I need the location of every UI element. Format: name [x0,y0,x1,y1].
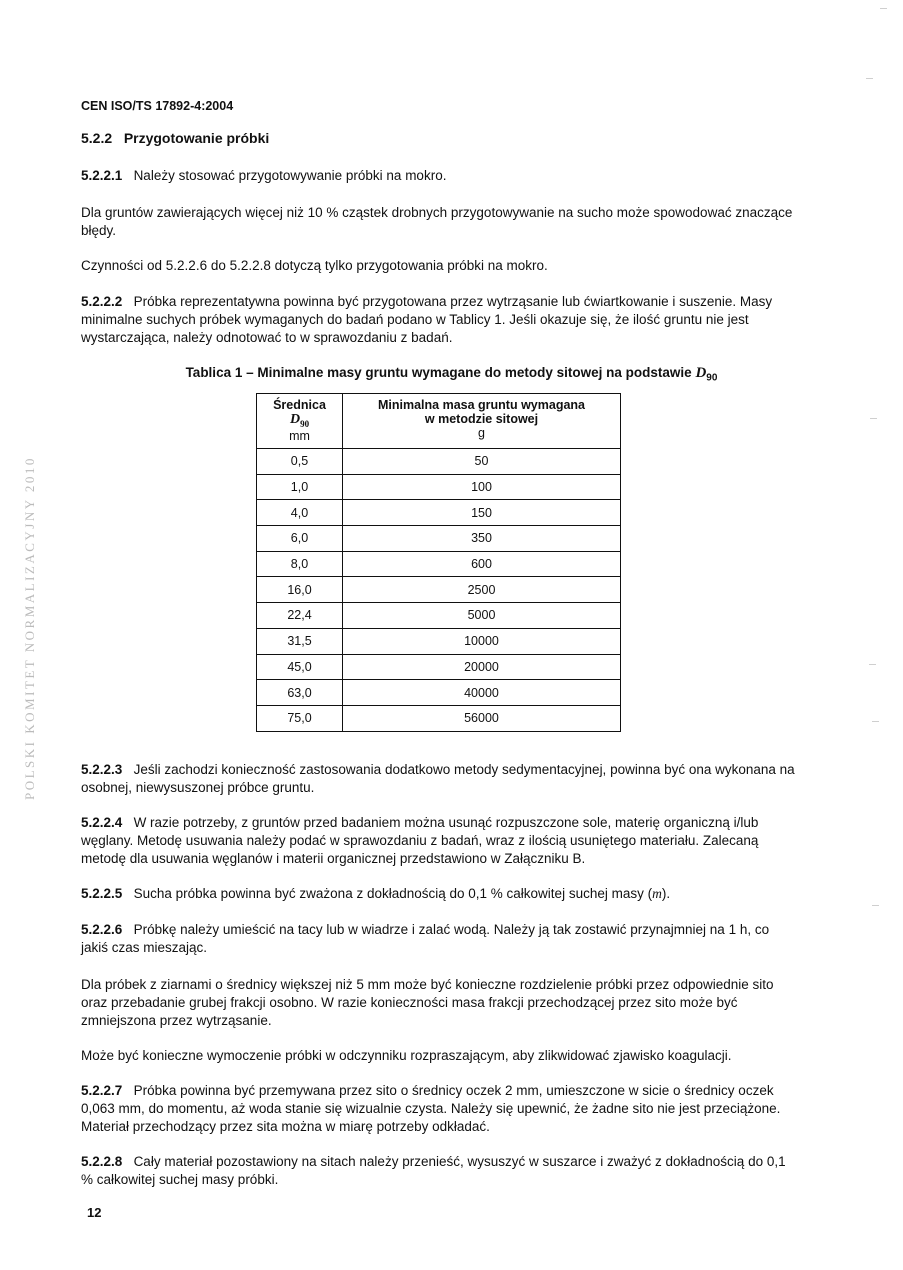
cell-mass: 2500 [343,577,621,603]
cell-mass: 20000 [343,654,621,680]
cell-diameter: 31,5 [257,628,343,654]
cell-mass: 600 [343,551,621,577]
section-number: 5.2.2 [81,130,113,146]
paragraph-5-2-2-7 [81,1082,797,1136]
table-row [257,474,621,500]
table-row [257,500,621,526]
header-min-mass-line2: w metodzie sitowej [424,412,539,426]
cell-mass: 40000 [343,680,621,706]
margin-mark [869,664,876,665]
clause-text: Należy stosować przygotowywanie próbki na mokro. [133,168,447,183]
table-caption-subscript: 90 [706,372,718,384]
paragraph-5-2-2-6 [81,921,797,957]
table-row [257,628,621,654]
paragraph-text: Dla gruntów zawierających więcej niż 10 % cząstek drobnych przygotowywanie na sucho może spowodować znaczące błędy. [81,205,793,238]
clause-text: Sucha próbka powinna być zważona z dokładnością do 0,1 % całkowitej suchej masy ( [133,886,653,901]
paragraph-fines-note [81,204,797,240]
cell-mass: 10000 [343,628,621,654]
clause-number: 5.2.2.6 [81,922,123,937]
paragraph-5-2-2-1 [81,167,797,185]
paragraph-5-2-2-5 [81,885,797,903]
clause-text: Cały materiał pozostawiony na sitach należy przenieść, wysuszyć w suszarce i zważyć z dokładnością do 0,1 % całkowitej suchej masy próbki. [81,1154,786,1187]
margin-mark [870,418,877,419]
clause-text: Próbkę należy umieścić na tacy lub w wiadrze i zalać wodą. Należy ją tak zostawić przynajmniej na 1 h, co jakiś czas mieszając. [81,922,770,955]
minimum-mass-table [256,393,621,732]
table-row [257,603,621,629]
mass-symbol: m [652,886,662,901]
margin-mark [872,905,879,906]
section-title: Przygotowanie próbki [123,130,270,146]
header-min-mass [343,394,621,449]
clause-number: 5.2.2.3 [81,762,123,777]
clause-text: Jeśli zachodzi konieczność zastosowania dodatkowo metody sedymentacyjnej, powinna być ona wykonana na osobnej, niewysuszonej próbce gruntu. [81,762,795,795]
cell-diameter: 0,5 [257,449,343,475]
header-diameter-symbol: $D_{90}$ [289,412,310,429]
cell-diameter: 45,0 [257,654,343,680]
cell-diameter: 22,4 [257,603,343,629]
cell-mass: 100 [343,474,621,500]
margin-mark [872,721,879,722]
cell-diameter: 75,0 [257,705,343,731]
table-row [257,705,621,731]
clause-number: 5.2.2.7 [81,1083,123,1098]
cell-diameter: 1,0 [257,474,343,500]
paragraph-text: Dla próbek z ziarnami o średnicy większej niż 5 mm może być konieczne rozdzielenie próbki przez odpowiednie sito oraz przebadanie grubej frakcji osobno. W razie konieczności masa frakcji przechodzącej przez sito może być zmniejszona przez wytrząsanie. [81,977,774,1028]
header-diameter-unit: mm [289,428,310,443]
cell-mass: 5000 [343,603,621,629]
table-caption-text: Tablica 1 – Minimalne masy gruntu wymagane do metody sitowej na podstawie [185,365,692,380]
paragraph-5-2-2-8 [81,1153,797,1189]
table-row [257,680,621,706]
table-row [257,654,621,680]
header-diameter [257,394,343,449]
header-min-mass-unit: g [478,426,485,440]
paragraph-text: Może być konieczne wymoczenie próbki w odczynniku rozpraszającym, aby zlikwidować zjawisko koagulacji. [81,1048,732,1063]
table-caption [0,365,903,384]
table-row [257,577,621,603]
paragraph-text: Czynności od 5.2.2.6 do 5.2.2.8 dotyczą tylko przygotowania próbki na mokro. [81,258,548,273]
cell-diameter: 16,0 [257,577,343,603]
clause-number: 5.2.2.1 [81,168,123,183]
clause-number: 5.2.2.8 [81,1154,123,1169]
clause-text: Próbka reprezentatywna powinna być przygotowana przez wytrząsanie lub ćwiartkowanie i suszenie. Masy minimalne suchych próbek wymaganych do badań podano w Tablicy 1. Jeśli okazuje się, że ilość gruntu nie jest wystarczająca, należy odnotować to w sprawozdaniu z badań. [81,294,773,345]
paragraph-5-2-2-3 [81,761,797,797]
margin-mark [880,8,887,9]
clause-text: W razie potrzeby, z gruntów przed badaniem można usunąć rozpuszczone sole, materię organiczną i/lub węglany. Metodę usuwania należy podać w sprawozdaniu z badań, wraz z ilością usuniętego materiału. Zalecaną metodę dla usuwania węglanów i materii organicznej przedstawiono w Załączniku B. [81,815,759,866]
paragraph-5-2-2-2 [81,293,797,347]
clause-number: 5.2.2.2 [81,294,123,309]
paragraph-5-2-2-4 [81,814,797,868]
table-header-row [257,394,621,449]
table-row [257,449,621,475]
table-row [257,526,621,552]
cell-diameter: 6,0 [257,526,343,552]
cell-mass: 350 [343,526,621,552]
header-diameter-title: Średnica [273,398,326,412]
clause-number: 5.2.2.4 [81,815,123,830]
cell-diameter: 8,0 [257,551,343,577]
cell-mass: 50 [343,449,621,475]
paragraph-wet-scope [81,257,797,275]
page-number: 12 [87,1205,102,1220]
paragraph-dispersant [81,1047,797,1065]
cell-mass: 150 [343,500,621,526]
watermark: POLSKI KOMITET NORMALIZACYJNY 2010 [22,456,37,800]
cell-diameter: 63,0 [257,680,343,706]
cell-mass: 56000 [343,705,621,731]
margin-mark [866,78,873,79]
section-heading [81,130,269,146]
clause-number: 5.2.2.5 [81,886,123,901]
document-code: CEN ISO/TS 17892-4:2004 [81,99,234,113]
clause-text: Próbka powinna być przemywana przez sito o średnicy oczek 2 mm, umieszczone w sicie o średnicy oczek 0,063 mm, do momentu, aż woda stanie się wizualnie czysta. Należy się upewnić, że żadne sito nie jest przeciążone. Materiał przechodzący przez sita można w miarę potrzeby odkładać. [81,1083,781,1134]
header-min-mass-line1: Minimalna masa gruntu wymagana [378,398,585,412]
table-row [257,551,621,577]
paragraph-coarse-grains [81,976,797,1030]
cell-diameter: 4,0 [257,500,343,526]
clause-text-end: ). [661,886,671,901]
table-caption-symbol: D [695,365,707,381]
